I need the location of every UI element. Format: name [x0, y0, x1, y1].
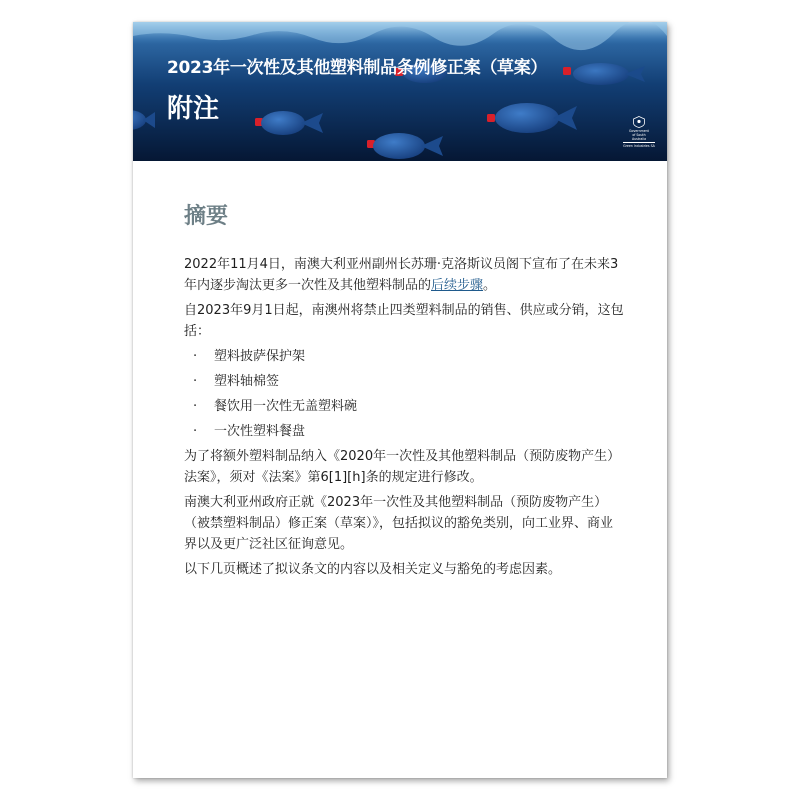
- document-page: [133, 22, 667, 778]
- document-title: 2023年一次性及其他塑料制品条例修正案（草案）: [167, 58, 548, 78]
- list-item: [184, 346, 624, 367]
- paragraph-text: 2022年11月4日，南澳大利亚州副州长苏珊·克洛斯议员阁下宣布了在未来3年内逐步淘汰更多一次性及其他塑料制品的: [184, 257, 619, 293]
- paragraph-consultation: 南澳大利亚州政府正就《2023年一次性及其他塑料制品（预防废物产生）（被禁塑料制品）修正案（草案）》，包括拟议的豁免类别，向工业界、商业界以及更广泛社区征询意见。: [184, 495, 614, 552]
- list-item: [184, 421, 624, 442]
- list-item-text: 塑料轴棉签: [214, 374, 280, 389]
- logo-divider: [623, 142, 655, 143]
- logo-line: of South: [632, 133, 646, 137]
- document-subtitle: 附注: [167, 94, 220, 124]
- next-steps-link[interactable]: 后续步骤: [431, 278, 484, 293]
- list-item: [184, 396, 624, 417]
- bullet-icon: ·: [193, 374, 198, 389]
- list-item-text: 一次性塑料餐盘: [214, 424, 306, 439]
- bullet-icon: ·: [193, 349, 198, 364]
- paragraph-act-amendment: 为了将额外塑料制品纳入《2020年一次性及其他塑料制品（预防废物产生）法案》，须对《法案》第6[1][h]条的规定进行修改。: [184, 449, 621, 485]
- paragraph-announcement: [184, 254, 624, 296]
- paragraph-ban-date: 自2023年9月1日起，南澳州将禁止四类塑料制品的销售、供应或分销，这包括：: [184, 303, 624, 339]
- logo-line: Green Industries SA: [623, 143, 655, 148]
- bullet-icon: ·: [193, 424, 198, 439]
- crest-icon: [632, 116, 646, 128]
- list-item: [184, 371, 624, 392]
- banned-items-list: [184, 346, 624, 442]
- header-banner: [133, 22, 667, 161]
- government-logo: [619, 116, 659, 148]
- logo-line: Australia: [631, 137, 647, 141]
- section-heading: 摘要: [184, 204, 229, 229]
- paragraph-text: 。: [483, 278, 497, 293]
- paragraph-overview: 以下几页概述了拟议条文的内容以及相关定义与豁免的考虑因素。: [184, 562, 562, 577]
- logo-line: Government: [629, 129, 649, 133]
- list-item-text: 餐饮用一次性无盖塑料碗: [214, 399, 358, 414]
- list-item-text: 塑料披萨保护架: [214, 349, 306, 364]
- summary-section: [184, 202, 624, 584]
- bullet-icon: ·: [193, 399, 198, 414]
